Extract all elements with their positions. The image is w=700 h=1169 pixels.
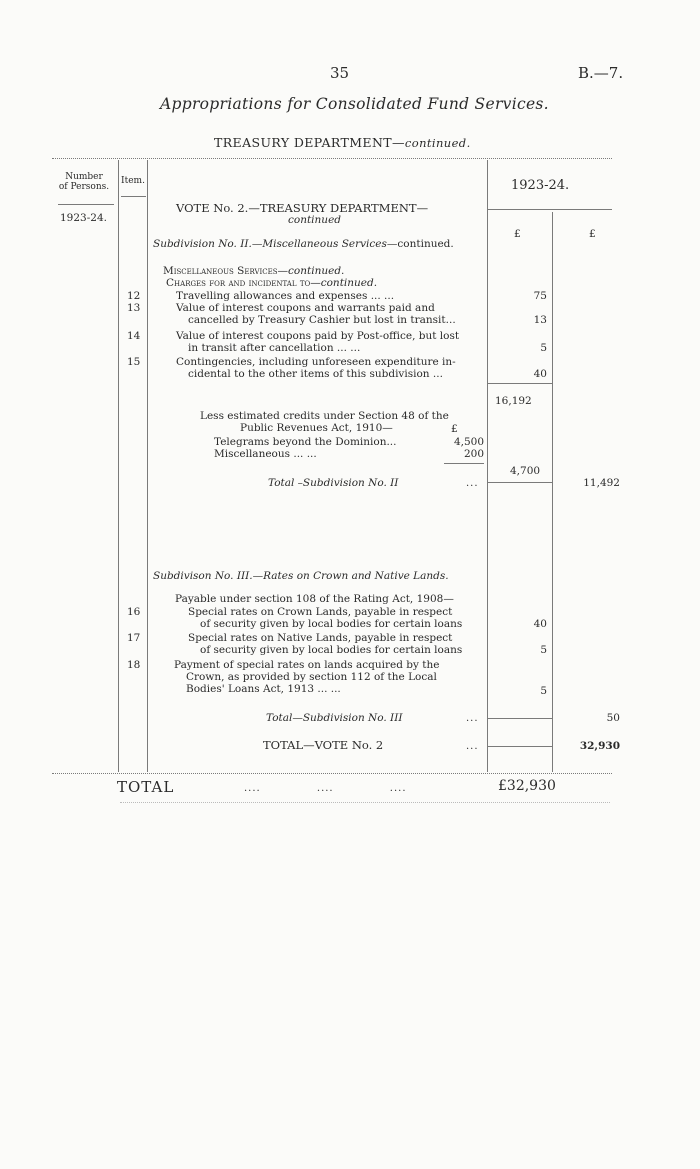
item-amount: 13 [533,314,547,326]
persons-header-rule [58,204,114,205]
item-description: Special rates on Crown Lands, payable in respect [188,606,453,618]
subdivision-iii-heading: Subdivison No. III.—Rates on Crown and Native Lands. [153,570,449,582]
item-number: 14 [127,330,141,342]
item-number: 12 [127,290,141,302]
left-year-header: 1923-24. [60,212,107,224]
grand-total-rule [120,802,610,803]
misc-services-continued: continued. [288,265,345,277]
item-description: Value of interest coupons paid by Post-office, but lost [176,330,460,342]
item-number: 13 [127,302,141,314]
charges-heading [166,277,377,289]
header-line-2: of Persons. [58,182,110,192]
right-year-header: 1923-24. [511,178,570,193]
persons-column-rule [118,160,119,772]
item-description-cont: in transit after cancellation ... ... [188,342,361,354]
subdivision-iii-total-rule [488,718,552,719]
subdivision-iii-total-amount: 50 [606,712,620,724]
item-amount: 40 [533,618,547,630]
item-description-cont: of security given by local bodies for certain loans [200,644,463,656]
grand-total-amount: £32,930 [498,778,556,794]
total-column-rule [552,212,553,772]
header-line-1: Number [65,172,103,182]
item-description: Value of interest coupons and warrants paid and [176,302,435,314]
item-description: Contingencies, including unforeseen expenditure in- [176,356,456,368]
vote-continued: continued [288,214,342,226]
item-amount: 75 [533,290,547,302]
misc-services-heading [163,265,344,277]
pound-header-1: £ [514,228,521,240]
subdivision-iii-total-dots: ... [466,713,479,724]
item-description: Payment of special rates on lands acquired by the [174,659,440,671]
credits-pound: £ [451,423,458,435]
subdivision-ii-continued: continued. [397,238,454,250]
bottom-rule [52,773,612,774]
grand-total-dots: .... .... .... [244,783,407,794]
item-header: Item. [121,176,145,186]
item-description: Travelling allowances and expenses ... ... [176,290,395,302]
subdivision-ii-total-amount: 11,492 [583,477,620,489]
vote-total-rule [488,746,552,747]
item-amount: 40 [533,368,547,380]
item-header-rule [121,196,146,197]
item-description-cont: Bodies' Loans Act, 1913 ... ... [186,683,341,695]
top-rule [52,158,612,159]
subdivision-ii-total-dots: ... [466,478,479,489]
credits-act: Public Revenues Act, 1910— [240,422,393,434]
item-amount: 5 [540,685,547,697]
subdivision-ii-title: Subdivision No. II.—Miscellaneous Services— [153,238,398,250]
credits-telegrams-amount: 4,500 [453,436,484,448]
charges-continued: continued. [320,277,378,289]
gross-amount: 16,192 [495,395,532,407]
department-name: TREASURY DEPARTMENT— [214,135,405,150]
subdivision-iii-intro: Payable under section 108 of the Rating Act, 1908— [175,593,454,605]
items-subtotal-rule [488,383,552,384]
amount-header-rule [488,209,612,210]
vote-total-label: TOTAL—VOTE No. 2 [263,738,384,752]
item-description-cont: of security given by local bodies for certain loans [200,618,463,630]
subdivision-ii-total-rule [488,482,552,483]
item-description: Special rates on Native Lands, payable in respect [188,632,453,644]
page-number: 35 [330,64,350,82]
subdivision-ii-heading [153,238,454,250]
vote-title: VOTE No. 2.—TREASURY DEPARTMENT— [176,201,429,215]
item-column-rule [147,160,148,772]
item-amount: 5 [540,342,547,354]
subdivision-ii-total-label: Total –Subdivision No. II [268,477,399,489]
item-description-cont: Crown, as provided by section 112 of the Local [186,671,437,683]
misc-services-label: Miscellaneous Services— [163,265,289,277]
credits-rule [444,463,484,464]
page-title: Appropriations for Consolidated Fund Services. [160,95,549,113]
item-number: 17 [127,632,141,644]
number-of-persons-header [54,172,114,192]
item-number: 18 [127,659,141,671]
item-number: 15 [127,356,141,368]
subdivision-iii-total-label: Total—Subdivision No. III [266,712,403,724]
item-description-cont: cancelled by Treasury Cashier but lost in transit... [188,314,456,326]
vote-total-amount: 32,930 [579,740,620,752]
pound-header-2: £ [589,228,596,240]
credits-telegrams: Telegrams beyond the Dominion... [214,436,397,448]
credits-heading: Less estimated credits under Section 48 of the [200,410,449,422]
credits-misc-amount: 200 [463,448,484,460]
vote-total-dots: ... [466,741,479,752]
charges-label: Charges for and incidental to— [166,277,321,289]
item-amount: 5 [540,644,547,656]
credits-total: 4,700 [510,465,541,477]
grand-total-label: TOTAL [117,778,175,796]
item-number: 16 [127,606,141,618]
item-description-cont: cidental to the other items of this subdivision ... [188,368,443,380]
amount-column-rule [487,160,488,772]
department-continued: continued. [404,136,471,150]
document-reference: B.—7. [578,64,624,82]
credits-misc: Miscellaneous ... ... [214,448,317,460]
department-heading [214,135,471,150]
